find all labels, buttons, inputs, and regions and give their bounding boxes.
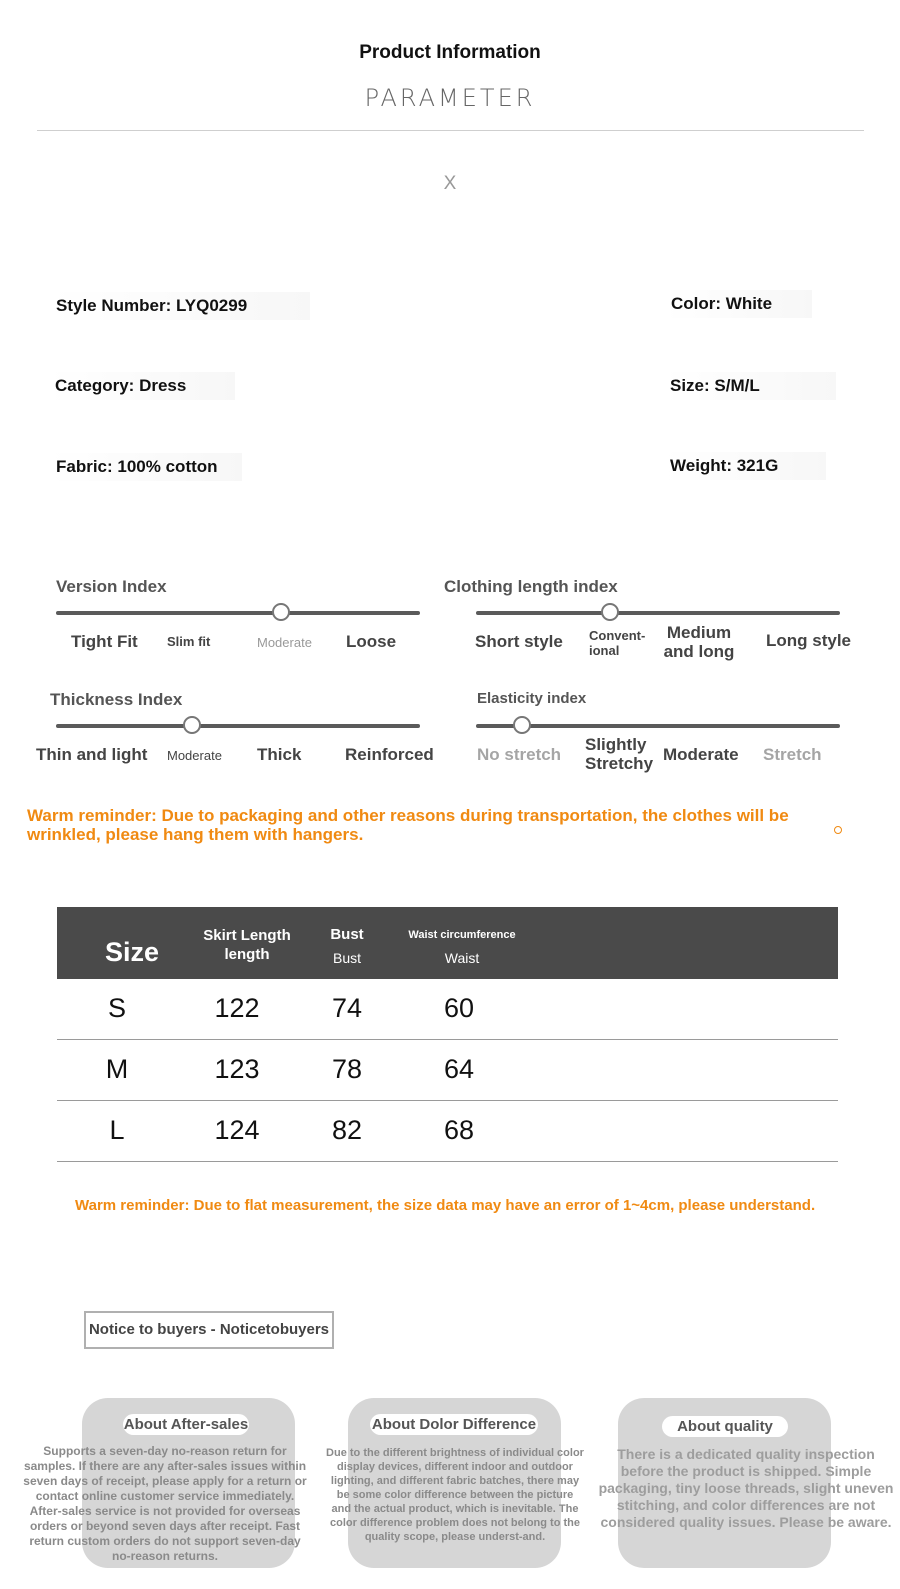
elasticity-label-stretch: Stretch xyxy=(763,745,822,764)
version-index-track xyxy=(56,611,420,615)
notice-title: Notice to buyers - Noticetobuyers xyxy=(84,1311,334,1349)
length-label-medium-line1: Medium xyxy=(666,623,732,642)
cell-size: L xyxy=(109,1115,125,1145)
version-index-title: Version Index xyxy=(56,577,167,596)
quality-title: About quality xyxy=(662,1416,788,1437)
thickness-label-reinforced: Reinforced xyxy=(345,745,434,764)
version-label-slim: Slim fit xyxy=(167,634,211,649)
cell-waist: 68 xyxy=(443,1115,475,1145)
cell-skirt: 122 xyxy=(214,993,260,1023)
size-info: Size: S/M/L xyxy=(664,372,836,400)
table-row xyxy=(57,1101,838,1162)
color-difference-body: Due to the different brightness of individual color display devices, different indoor and outdoor lighting, and different fabric batches, there may be some color difference between the picture and the actual product, which is inevitable. The color difference problem does not belong to the quality scope, please underst-and. xyxy=(326,1447,584,1543)
thickness-index-knob[interactable] xyxy=(183,716,201,734)
page-subtitle: PARAMETER xyxy=(364,84,536,112)
length-label-long: Long style xyxy=(766,631,852,650)
measurement-warning: Warm reminder: Due to flat measurement, the size data may have an error of 1~4cm, please understand. xyxy=(75,1197,816,1214)
length-label-medium-long xyxy=(660,623,738,661)
version-label-moderate: Moderate xyxy=(257,635,312,650)
transport-warning: Warm reminder: Due to packaging and other reasons during transportation, the clothes will be wrinkled, please hang them with hangers. xyxy=(27,806,789,844)
length-label-short: Short style xyxy=(475,632,563,651)
style-number: Style Number: LYQ0299 xyxy=(50,292,310,320)
fabric-info: Fabric: 100% cotton xyxy=(50,453,242,481)
category-info: Category: Dress xyxy=(49,372,235,400)
close-icon[interactable]: X xyxy=(443,173,457,194)
cell-bust: 78 xyxy=(331,1054,363,1084)
elasticity-label-none: No stretch xyxy=(477,745,562,764)
header-waist: Waist circumference xyxy=(408,929,516,941)
cell-size: M xyxy=(105,1054,129,1084)
elasticity-label-moderate: Moderate xyxy=(663,745,739,764)
version-index-knob[interactable] xyxy=(272,603,290,621)
cell-skirt: 124 xyxy=(214,1115,260,1145)
clothing-length-title: Clothing length index xyxy=(444,577,618,596)
table-row xyxy=(57,979,838,1040)
cell-waist: 64 xyxy=(443,1054,475,1084)
header-bust-sub: Bust xyxy=(332,950,361,966)
header-waist-sub: Waist xyxy=(444,950,480,966)
elasticity-label-slightly-line1: Slightly xyxy=(585,735,647,754)
version-label-loose: Loose xyxy=(346,632,397,651)
table-row xyxy=(57,1040,838,1101)
thickness-label-thick: Thick xyxy=(257,745,302,764)
elasticity-index-knob[interactable] xyxy=(513,716,531,734)
elasticity-label-slightly-stretchy xyxy=(585,735,653,773)
thickness-index-track xyxy=(56,724,420,728)
length-label-conventional xyxy=(589,628,645,658)
thickness-label-thin: Thin and light xyxy=(36,745,148,764)
elasticity-label-slightly-line2: Stretchy xyxy=(585,754,654,773)
header-skirt-length: Skirt Length xyxy=(203,927,291,944)
thickness-label-moderate: Moderate xyxy=(167,748,222,763)
clothing-length-track xyxy=(476,611,840,615)
length-label-conventional-line1: Convent- xyxy=(589,628,646,643)
header-skirt-length-sub: length xyxy=(224,946,270,963)
quality-body: There is a dedicated quality inspection before the product is shipped. Simple packaging, tiny loose threads, slight uneven stitching, and color differences are not considered quality issues. Please be aware. xyxy=(598,1446,894,1530)
header-size: Size xyxy=(104,937,160,967)
color-difference-title: About Dolor Difference xyxy=(371,1416,537,1433)
header-divider xyxy=(37,130,864,131)
size-table xyxy=(57,907,896,1162)
cell-bust: 74 xyxy=(331,993,363,1023)
cell-waist: 60 xyxy=(443,993,475,1023)
clothing-length-knob[interactable] xyxy=(601,603,619,621)
weight-info: Weight: 321G xyxy=(664,452,826,480)
length-label-medium-line2: and long xyxy=(663,642,735,661)
cell-skirt: 123 xyxy=(214,1054,260,1084)
elasticity-index-title: Elasticity index xyxy=(477,690,587,707)
thickness-index-title: Thickness Index xyxy=(50,690,183,709)
length-label-conventional-line2: ional xyxy=(589,643,620,658)
cell-bust: 82 xyxy=(331,1115,363,1145)
version-label-tight: Tight Fit xyxy=(71,632,138,651)
after-sales-title: About After-sales xyxy=(123,1416,249,1433)
size-table-header xyxy=(57,907,838,979)
header-bust: Bust xyxy=(330,926,364,943)
decorative-dot-icon xyxy=(834,826,842,834)
color-info: Color: White xyxy=(665,290,812,318)
page-title: Product Information xyxy=(359,42,541,63)
cell-size: S xyxy=(107,993,126,1023)
after-sales-body: Supports a seven-day no-reason return for samples. If there are any after-sales issues within seven days of receipt, please apply for a return or contact online customer service immediately. After-sales service is not provided for overseas orders or beyond seven days after receipt. Fast return custom orders do not support seven-day no-reason returns. xyxy=(23,1444,307,1563)
